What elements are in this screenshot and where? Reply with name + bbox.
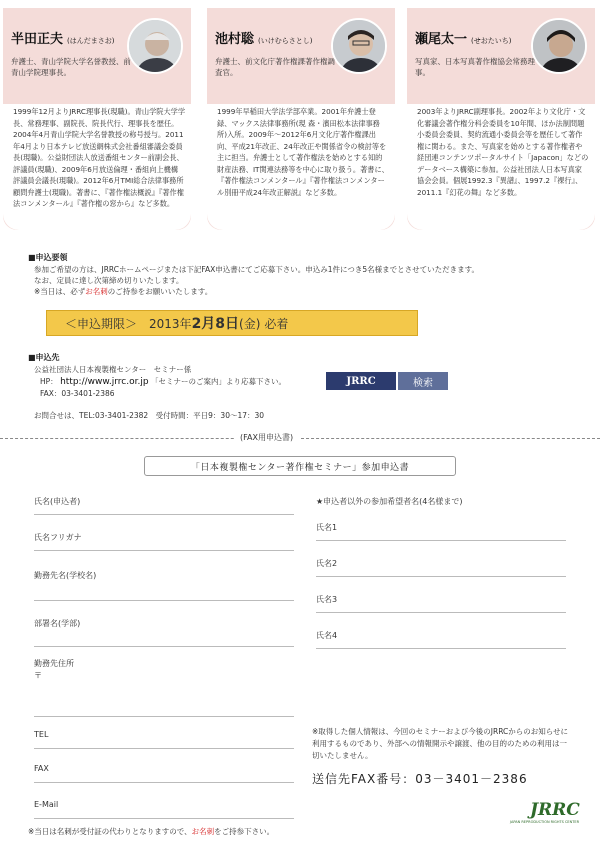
lecturer-card-seo [407,8,595,230]
field-dept-label: 部署名(学部) [34,619,81,628]
other-name-3-input[interactable] [316,612,566,613]
jrrc-logo: JRRC [530,800,580,820]
deadline-banner [46,310,418,336]
lecturer-photo [331,18,387,74]
lecturer-title: 写真家、日本写真著作権協会常務理事。 [415,57,535,77]
lecturer-bio: 1999年早稲田大学法学部卒業。2001年弁護士登録、マックス法律事務所(現 森・濱田松本法律事務所)入所。2009年～2012年6月文化庁著作権課出向、平成21年改正、24年改正や関係省令の検討等を主に担当。弁護士として著作権法を始めとする知的財産法務、IT関連法務等を中心に取り扱う。著書に、『著作権法コンメンタール』『著作権法コンメンタール別冊平成24年改正解説』など多数。 [207,104,395,230]
fax-number: 送信先FAX番号：03－3401－2386 [312,772,528,786]
application-line2: なお、定員に達し次第締め切りいたします。 [34,276,184,285]
lecturer-card-handa [3,8,191,230]
field-tel-input[interactable] [34,748,294,749]
field-company-input[interactable] [34,600,294,601]
other-name-2-label: 氏名2 [316,559,338,568]
application-heading: ■申込要領 [28,253,68,262]
other-name-4-label: 氏名4 [316,631,338,640]
field-furigana-input[interactable] [34,550,294,551]
lecturer-title: 弁護士、青山学院大学名誉教授、前青山学院理事長。 [11,57,131,77]
contact-heading: ■申込先 [28,353,60,362]
lecturer-photo [531,18,587,74]
jrrc-logo-subtitle: JAPAN REPRODUCTION RIGHTS CENTER [510,820,580,824]
field-fax-input[interactable] [34,782,294,783]
field-name-label: 氏名(申込者) [34,497,81,506]
application-line3: ※当日は、必ずお名刺のご持参をお願いいたします。 [34,287,213,296]
deadline-suffix: 必着 [264,316,289,331]
lecturer-name: 瀬尾太一 (せおたいち) [415,32,512,47]
lecturer-card-ikemura [207,8,395,230]
field-email-label: E-Mail [34,800,59,809]
cut-line [0,438,600,439]
contact-hp: HP： http://www.jrrc.or.jp 「セミナーのご案内」より応募下さい。 [40,377,286,387]
application-line1: 参加ご希望の方は、JRRCホームページまたは下記FAX申込書にてご応募下さい。申込み1件につき5名様までとさせていただきます。 [34,265,480,274]
deadline-year: 2013年 [149,316,192,331]
others-heading: ★申込者以外の参加希望者名(4名様まで) [316,497,463,506]
field-email-input[interactable] [34,818,294,819]
field-furigana-label: 氏名フリガナ [34,533,82,542]
form-title: 「日本複製権センター著作権セミナー」参加申込書 [144,456,456,476]
field-fax-label: FAX [34,764,49,773]
field-name-input[interactable] [34,514,294,515]
lecturer-bio: 2003年よりJRRC副理事長。2002年より文化庁・文化審議会著作権分科会委員を10年間、ほか法制問題小委員会委員、契約流通小委員会等を歴任して著作権に関わる。また、写真家を始めとする著作権者や経団連コンテンツポータルサイト「Japacon」などのデータベース構築に参加。公益社団法人日本写真家協会会員。個展1992.3『異譜』、1997.2『裸行』、2011.1『幻花の舞』など多数。 [407,104,595,230]
field-postal-label: 〒 [34,671,42,680]
bottom-note: ※当日は名刺が受付証の代わりとなりますので、お名刺をご持参下さい。 [28,827,275,836]
contact-tel: お問合せは、TEL:03-3401-2382 受付時間：平日9：30～17：30 [34,411,265,420]
contact-org: 公益社団法人日本複製権センター セミナー係 [34,365,192,374]
hp-link[interactable]: http://www.jrrc.or.jp [60,377,149,387]
contact-fax: FAX：03-3401-2386 [40,389,115,398]
deadline-date: 2月8日 [191,316,240,332]
deadline-weekday: (金) [239,316,261,331]
deadline-label: ＜申込期限＞ [65,316,138,331]
other-name-1-label: 氏名1 [316,523,338,532]
lecturer-name: 池村聡 (いけむらさとし) [215,32,313,47]
other-name-1-input[interactable] [316,540,566,541]
fax-form-label: (FAX用申込書) [234,432,299,443]
field-tel-label: TEL [34,730,49,739]
other-name-4-input[interactable] [316,648,566,649]
lecturer-name: 半田正夫 (はんだまさお) [11,32,115,47]
other-name-2-input[interactable] [316,576,566,577]
field-company-label: 勤務先名(学校名) [34,571,97,580]
field-address-input[interactable] [34,716,294,717]
lecturer-title: 弁護士、前文化庁著作権課著作権調査官。 [215,57,335,77]
privacy-notice: ※取得した個人情報は、今回のセミナーおよび今後のJRRCからのお知らせに利用するものであり、外部への情報開示や譲渡、他の目的のための利用は一切いたしません。 [312,727,569,760]
other-name-3-label: 氏名3 [316,595,338,604]
jrrc-search-term[interactable]: JRRC [326,372,396,390]
search-button[interactable]: 検索 [398,372,448,390]
field-address-label: 勤務先住所 [34,659,74,668]
lecturer-photo [127,18,183,74]
field-dept-input[interactable] [34,646,294,647]
lecturer-bio: 1999年12月よりJRRC理事長(現職)。青山学院大学学長、常務理事、副院長、院長代行、理事長を歴任。2004年4月青山学院大学名誉教授の称号授与。2011年4月より日本テレビ放送網株式会社番組審議会委員長(現職)。公益財団法人放送番組センター前副会長、評議員(現職)、2009年6月放送倫理・番組向上機構評議員会議長(現職)。2012年6月TMI総合法律事務所顧問弁護士(現職)。著書に、『著作権法概説』『著作権法コンメンタール』『著作権の窓から』など多数。 [3,104,191,230]
